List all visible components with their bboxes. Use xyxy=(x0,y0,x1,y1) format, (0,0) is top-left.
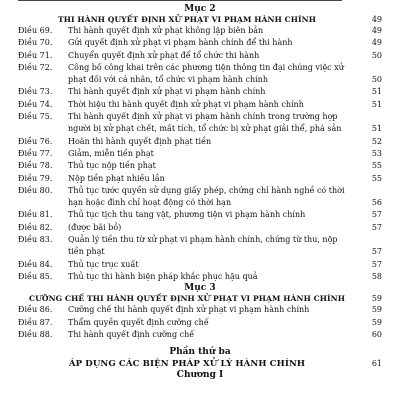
toc-row-dieu-71[interactable] xyxy=(18,50,382,62)
article-label: Điều 82. xyxy=(18,222,53,232)
article-title: Thủ tục trục xuất xyxy=(68,259,139,269)
toc-row-dieu-88[interactable] xyxy=(18,329,382,341)
article-page: 57 xyxy=(371,259,382,269)
article-label: Điều 80. xyxy=(18,185,53,195)
section-2-title-row[interactable] xyxy=(18,14,382,25)
part-3-title-row[interactable] xyxy=(18,358,382,370)
toc-row-dieu-77[interactable] xyxy=(18,148,382,160)
article-title: Giảm, miễn tiền phạt xyxy=(68,148,154,158)
article-title: (được bãi bỏ) xyxy=(68,222,122,232)
toc-row-dieu-85[interactable] xyxy=(18,271,382,283)
article-title: Cưỡng chế thi hành quyết định xử phạt vi phạm hành chính xyxy=(68,305,310,315)
top-rule xyxy=(18,0,342,1)
article-title: Thi hành quyết định xử phạt không lập biên bản xyxy=(68,26,264,35)
article-label: Điều 72. xyxy=(18,62,53,72)
article-page: 51 xyxy=(371,124,382,134)
article-page: 49 xyxy=(371,38,382,48)
toc-row-dieu-72[interactable] xyxy=(18,62,382,87)
section-2-title: THI HÀNH QUYẾT ĐỊNH XỬ PHẠT VI PHẠM HÀNH CHÍNH xyxy=(58,15,316,24)
article-page: 57 xyxy=(371,247,382,257)
article-title: Gửi quyết định xử phạt vi phạm hành chính để thi hành xyxy=(68,38,293,48)
toc-row-dieu-81[interactable] xyxy=(18,209,382,221)
toc-row-dieu-79[interactable] xyxy=(18,173,382,185)
article-title: Công bố công khai trên các phương tiện thông tin đại chúng việc xử phạt đối với cá nhân, tổ chức vi phạm hành chính xyxy=(68,62,344,85)
article-title: Chuyển quyết định xử phạt để tổ chức thi hành xyxy=(68,50,260,60)
article-label: Điều 88. xyxy=(18,329,53,339)
article-page: 53 xyxy=(371,148,382,158)
article-page: 52 xyxy=(371,136,382,146)
article-title: Thi hành quyết định xử phạt vi phạm hành chính xyxy=(68,87,266,97)
article-page: 51 xyxy=(371,87,382,97)
article-title: Quản lý tiền thu từ xử phạt vi phạm hành chính, chứng từ thu, nộp tiền phạt xyxy=(68,235,338,257)
article-label: Điều 77. xyxy=(18,148,53,158)
article-page: 57 xyxy=(371,222,382,232)
section-3-title-row[interactable] xyxy=(18,293,382,304)
article-page: 59 xyxy=(371,317,382,327)
article-label: Điều 85. xyxy=(18,271,53,281)
article-page: 50 xyxy=(371,75,382,85)
toc-row-dieu-76[interactable] xyxy=(18,136,382,148)
article-page: 51 xyxy=(371,99,382,109)
article-page: 49 xyxy=(371,26,382,35)
section-2-heading: Mục 2 xyxy=(184,4,216,14)
article-label: Điều 70. xyxy=(18,38,53,48)
article-label: Điều 75. xyxy=(18,112,53,122)
toc-row-dieu-69[interactable] xyxy=(18,25,382,37)
article-title: Thi hành quyết định cưỡng chế xyxy=(68,329,195,339)
article-title: Thẩm quyền quyết định cưỡng chế xyxy=(68,317,209,327)
toc-row-dieu-82[interactable] xyxy=(18,222,382,234)
section-3-title: CƯỠNG CHẾ THI HÀNH QUYẾT ĐỊNH XỬ PHẠT VI PHẠM HÀNH CHÍNH xyxy=(29,294,345,304)
section-3-heading: Mục 3 xyxy=(184,283,216,294)
article-title: Thủ tục tịch thu tang vật, phương tiện vi phạm hành chính xyxy=(68,210,306,220)
section-3-list xyxy=(18,304,382,341)
section-2-page: 49 xyxy=(371,15,382,24)
article-title: Hoãn thi hành quyết định phạt tiền xyxy=(68,136,212,146)
article-label: Điều 74. xyxy=(18,99,53,109)
article-title: Thi hành quyết định xử phạt vi phạm hành chính trong trường hợp người bị xử phạt chết, mất tích, tổ chức bị xử phạt giải thể, phá sản xyxy=(68,112,342,134)
article-page: 58 xyxy=(371,271,382,281)
article-label: Điều 81. xyxy=(18,210,53,220)
part-3-title: ÁP DỤNG CÁC BIỆN PHÁP XỬ LÝ HÀNH CHÍNH xyxy=(68,359,306,370)
part-3-page: 61 xyxy=(371,359,382,369)
toc-row-dieu-84[interactable] xyxy=(18,259,382,271)
article-page: 59 xyxy=(371,305,382,315)
toc-row-dieu-70[interactable] xyxy=(18,37,382,49)
article-label: Điều 84. xyxy=(18,259,53,269)
article-page: 55 xyxy=(371,173,382,183)
article-label: Điều 69. xyxy=(18,26,53,35)
toc-row-dieu-83[interactable] xyxy=(18,234,382,259)
toc-row-dieu-80[interactable] xyxy=(18,185,382,210)
toc-row-dieu-86[interactable] xyxy=(18,304,382,316)
article-page: 57 xyxy=(371,210,382,220)
article-label: Điều 87. xyxy=(18,317,53,327)
article-label: Điều 83. xyxy=(18,235,53,245)
toc-row-dieu-75[interactable] xyxy=(18,111,382,136)
article-title: Thủ tục tước quyền sử dụng giấy phép, chứng chỉ hành nghề có thời hạn hoặc đình chỉ hoạt động có thời hạn xyxy=(68,185,345,208)
article-page: 56 xyxy=(371,198,382,208)
chapter-heading: Chương I xyxy=(176,370,224,381)
article-title: Thời hiệu thi hành quyết định xử phạt vi phạm hành chính xyxy=(68,99,304,109)
article-label: Điều 86. xyxy=(18,305,53,315)
article-label: Điều 71. xyxy=(18,50,53,60)
article-label: Điều 73. xyxy=(18,87,53,97)
section-2-list xyxy=(18,25,382,283)
article-page: 50 xyxy=(371,50,382,60)
section-3-page: 59 xyxy=(371,294,382,304)
article-label: Điều 78. xyxy=(18,161,53,171)
article-title: Thủ tục nộp tiền phạt xyxy=(68,161,156,171)
article-title: Nộp tiền phạt nhiều lần xyxy=(68,173,165,183)
article-page: 55 xyxy=(371,161,382,171)
article-label: Điều 79. xyxy=(18,173,53,183)
toc-row-dieu-73[interactable] xyxy=(18,86,382,98)
article-page: 60 xyxy=(371,329,382,339)
toc-row-dieu-74[interactable] xyxy=(18,99,382,111)
article-label: Điều 76. xyxy=(18,136,53,146)
toc-row-dieu-87[interactable] xyxy=(18,317,382,329)
toc-row-dieu-78[interactable] xyxy=(18,160,382,172)
article-title: Thủ tục thi hành biện pháp khắc phục hậu quả xyxy=(68,271,258,281)
part-3-heading: Phần thứ ba xyxy=(169,347,231,358)
